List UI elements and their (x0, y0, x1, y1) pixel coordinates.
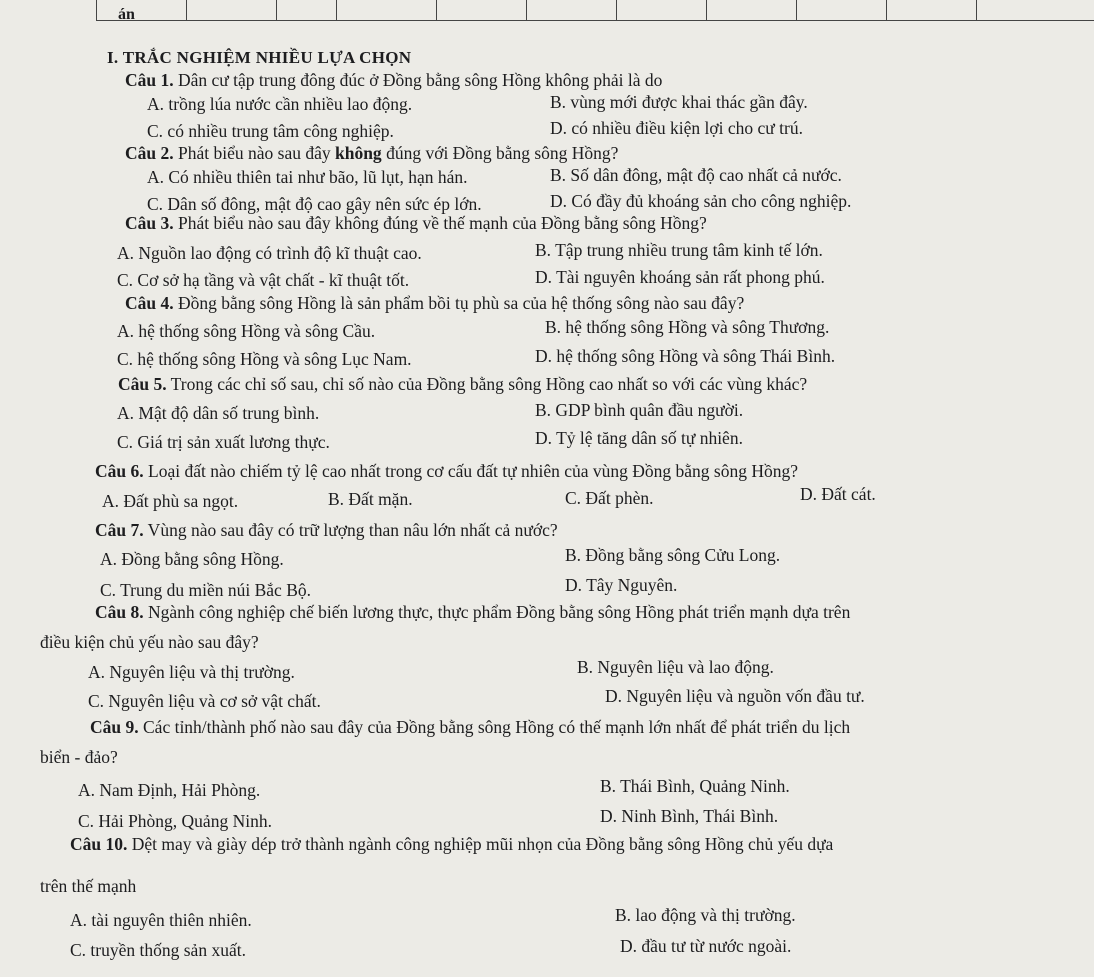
header-table-row (0, 0, 1094, 48)
option-c[interactable]: C. Dân số đông, mật độ cao gây nên sức ép lớn. (147, 194, 482, 214)
option-c[interactable]: C. Cơ sở hạ tầng và vật chất - kĩ thuật tốt. (117, 270, 410, 290)
question-number: Câu 3. (125, 213, 174, 233)
question-6 (95, 461, 798, 482)
question-text: Trong các chỉ số sau, chỉ số nào của Đồng bằng sông Hồng cao nhất so với các vùng khác? (166, 374, 808, 394)
question-1 (125, 70, 662, 91)
option-a[interactable]: A. Đồng bằng sông Hồng. (100, 549, 284, 569)
question-7 (95, 520, 558, 541)
section-title: I. TRẮC NGHIỆM NHIỀU LỰA CHỌN (107, 48, 412, 67)
option-a[interactable]: A. Nam Định, Hải Phòng. (78, 780, 261, 800)
question-text: Dệt may và giày dép trở thành ngành công nghiệp mũi nhọn của Đồng bằng sông Hồng chủ yếu dựa (127, 834, 834, 854)
option-c[interactable]: C. Giá trị sản xuất lương thực. (117, 432, 330, 452)
option-c[interactable]: C. Hải Phòng, Quảng Ninh. (78, 811, 272, 831)
option-b[interactable]: B. Đồng bằng sông Cửu Long. (565, 545, 781, 565)
question-text: Đồng bằng sông Hồng là sản phẩm bồi tụ phù sa của hệ thống sông nào sau đây? (173, 293, 745, 313)
option-d[interactable]: D. Đất cát. (800, 484, 876, 504)
option-b[interactable]: B. Nguyên liệu và lao động. (577, 657, 774, 677)
question-3 (125, 213, 707, 234)
option-c[interactable]: C. Trung du miền núi Bắc Bộ. (100, 580, 311, 600)
option-d[interactable]: D. Có đầy đủ khoáng sản cho công nghiệp. (550, 191, 852, 211)
question-text: Ngành công nghiệp chế biến lương thực, thực phẩm Đồng bằng sông Hồng phát triển mạnh dựa trên (143, 602, 851, 622)
table-cell-divider (436, 0, 437, 20)
option-a[interactable]: A. Đất phù sa ngọt. (102, 491, 239, 511)
option-b[interactable]: B. Đất mặn. (328, 489, 413, 509)
table-cell-divider (186, 0, 187, 20)
question-text: Vùng nào sau đây có trữ lượng than nâu lớn nhất cả nước? (143, 520, 558, 540)
option-a[interactable]: A. Mật độ dân số trung bình. (117, 403, 320, 423)
option-d[interactable]: D. Tây Nguyên. (565, 575, 678, 595)
option-d[interactable]: D. Ninh Bình, Thái Bình. (600, 806, 779, 826)
question-text: Loại đất nào chiếm tỷ lệ cao nhất trong cơ cấu đất tự nhiên của vùng Đồng bằng sông Hồng? (143, 461, 799, 481)
question-5 (118, 374, 807, 395)
table-cell-divider (96, 0, 97, 20)
question-number: Câu 6. (95, 461, 144, 481)
table-cell-divider (976, 0, 977, 20)
table-cell-divider (706, 0, 707, 20)
option-b[interactable]: B. Tập trung nhiều trung tâm kinh tế lớn. (535, 240, 823, 260)
question-number: Câu 9. (90, 717, 139, 737)
option-d[interactable]: D. hệ thống sông Hồng và sông Thái Bình. (535, 346, 836, 366)
question-8-line2: điều kiện chủ yếu nào sau đây? (40, 632, 259, 652)
question-number: Câu 5. (118, 374, 167, 394)
question-9 (90, 717, 850, 738)
question-text: Các tỉnh/thành phố nào sau đây của Đồng bằng sông Hồng có thế mạnh lớn nhất để phát triển du lịch (138, 717, 851, 737)
table-cell-divider (886, 0, 887, 20)
question-8 (95, 602, 850, 623)
question-9-line2: biển - đảo? (40, 747, 118, 767)
option-c[interactable]: C. hệ thống sông Hồng và sông Lục Nam. (117, 349, 412, 369)
option-c[interactable]: C. Nguyên liệu và cơ sở vật chất. (88, 691, 321, 711)
option-b[interactable]: B. hệ thống sông Hồng và sông Thương. (545, 317, 830, 337)
option-b[interactable]: B. lao động và thị trường. (615, 905, 796, 925)
option-b[interactable]: B. Số dân đông, mật độ cao nhất cả nước. (550, 165, 842, 185)
answer-table (96, 0, 1094, 21)
option-c[interactable]: C. Đất phèn. (565, 488, 654, 508)
option-d[interactable]: D. có nhiều điều kiện lợi cho cư trú. (550, 118, 803, 138)
question-2 (125, 143, 618, 164)
table-cell-divider (616, 0, 617, 20)
question-4 (125, 293, 744, 314)
option-a[interactable]: A. Nguyên liệu và thị trường. (88, 662, 295, 682)
question-number: Câu 8. (95, 602, 144, 622)
question-text: Dân cư tập trung đông đúc ở Đồng bằng sông Hồng không phải là do (173, 70, 663, 90)
question-text: Phát biểu nào sau đây (173, 143, 335, 163)
table-cell-divider (796, 0, 797, 20)
question-number: Câu 4. (125, 293, 174, 313)
option-b[interactable]: B. Thái Bình, Quảng Ninh. (600, 776, 790, 796)
option-d[interactable]: D. Tỷ lệ tăng dân số tự nhiên. (535, 428, 743, 448)
table-header-label: án (118, 6, 135, 23)
option-d[interactable]: D. đầu tư từ nước ngoài. (620, 936, 792, 956)
option-d[interactable]: D. Tài nguyên khoáng sản rất phong phú. (535, 267, 825, 287)
option-a[interactable]: A. tài nguyên thiên nhiên. (70, 910, 252, 930)
question-text: Phát biểu nào sau đây không đúng về thế mạnh của Đồng bằng sông Hồng? (173, 213, 707, 233)
question-10-line2: trên thế mạnh (40, 876, 137, 896)
question-number: Câu 10. (70, 834, 128, 854)
option-d[interactable]: D. Nguyên liệu và nguồn vốn đầu tư. (605, 686, 865, 706)
option-b[interactable]: B. GDP bình quân đầu người. (535, 400, 744, 420)
table-cell-divider (276, 0, 277, 20)
question-number: Câu 7. (95, 520, 144, 540)
question-10 (70, 834, 833, 855)
option-a[interactable]: A. Có nhiều thiên tai như bão, lũ lụt, hạn hán. (147, 167, 468, 187)
question-number: Câu 1. (125, 70, 174, 90)
table-cell-divider (526, 0, 527, 20)
question-text: đúng với Đồng bằng sông Hồng? (381, 143, 619, 163)
table-cell-divider (336, 0, 337, 20)
option-a[interactable]: A. Nguồn lao động có trình độ kĩ thuật cao. (117, 243, 422, 263)
option-c[interactable]: C. truyền thống sản xuất. (70, 940, 246, 960)
option-a[interactable]: A. hệ thống sông Hồng và sông Cầu. (117, 321, 376, 341)
question-emphasis: không (334, 143, 382, 163)
option-a[interactable]: A. trồng lúa nước cần nhiều lao động. (147, 94, 413, 114)
question-number: Câu 2. (125, 143, 174, 163)
option-b[interactable]: B. vùng mới được khai thác gần đây. (550, 92, 808, 112)
option-c[interactable]: C. có nhiều trung tâm công nghiệp. (147, 121, 394, 141)
